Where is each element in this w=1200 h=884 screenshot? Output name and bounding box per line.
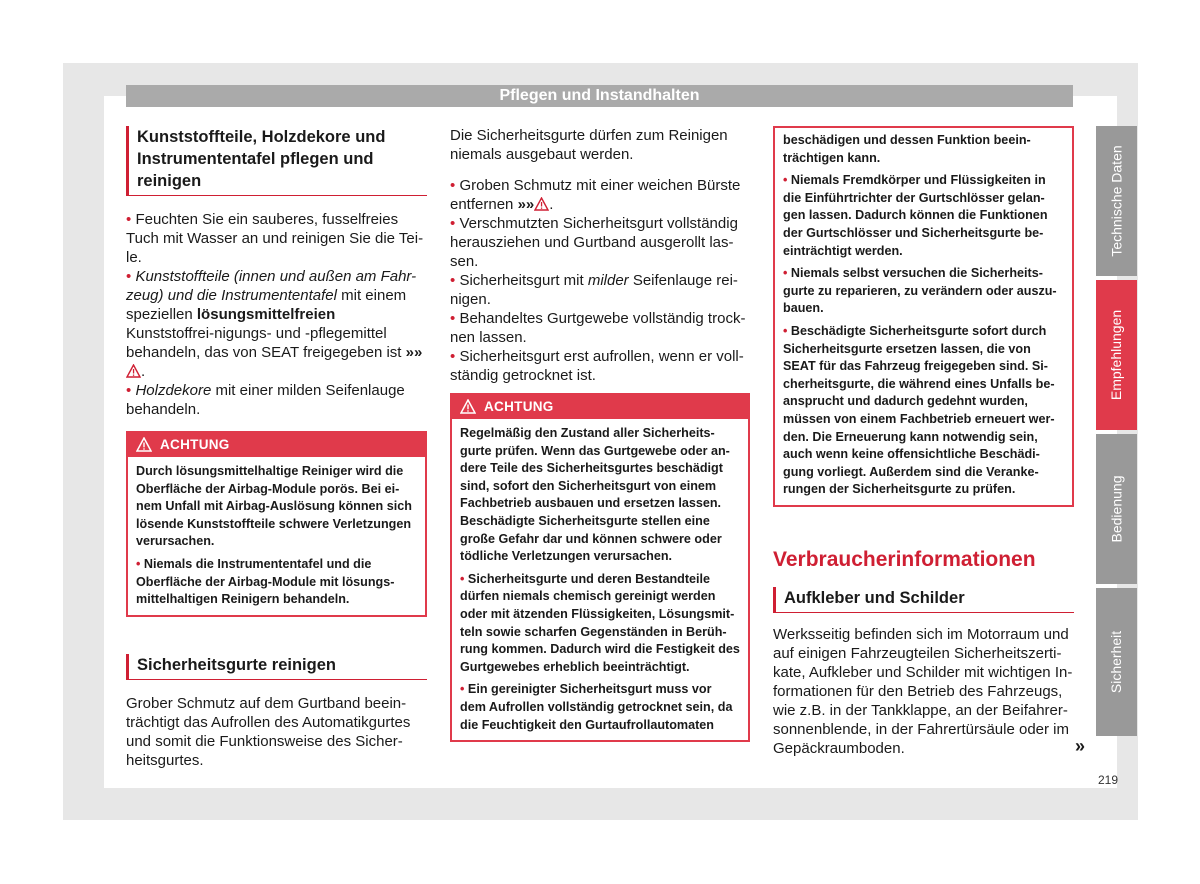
tab-technische-daten[interactable]: Technische Daten: [1096, 126, 1137, 276]
bullet-icon: •: [450, 272, 456, 289]
list-item: • Sicherheitsgurt mit milder Seifenlauge rei-nigen.: [450, 272, 738, 308]
bullet-icon: •: [783, 323, 788, 338]
warning-text: Regelmäßig den Zustand aller Sicherheits-gurte prüfen. Wenn das Gurtgewebe oder an-dere Teile des Sicherheitsgurtes beschädigt sind, sofort den Sicherheitsgurt von einem Fachbetrieb ausbauen und ersetzen lassen. Beschädigte Sicherheitsgurte stellen eine große Gefahr dar und können schwere oder tödliche Verletzungen verursachen.: [460, 426, 730, 564]
bullet-icon: •: [126, 268, 132, 285]
warning-box: [450, 393, 750, 742]
warning-body: [128, 457, 425, 615]
warning-triangle-icon: [460, 399, 476, 414]
list-item: • Behandeltes Gurtgewebe vollständig trock-nen lassen.: [450, 310, 746, 346]
paragraph: Werksseitig befinden sich im Motorraum und auf einigen Fahrzeugteilen Sicherheitszerti-kate, Aufkleber und Schilder mit wichtigen In-formationen für den Betrieb des Fahrzeugs, wie z.B. in der Tankklappe, an der Beifahrer-sonnenblende, in der Fahrertürsäule oder im Gepäckraumboden.: [773, 625, 1073, 757]
bullet-icon: •: [783, 173, 788, 188]
warning-triangle-icon: [126, 364, 141, 378]
paragraph: Grober Schmutz auf dem Gurtband beein-trächtigt das Aufrollen des Automatikgurtes und somit die Funktionsweise des Sicher-heitsgurtes.: [126, 694, 411, 769]
bullet-icon: •: [450, 348, 456, 365]
crossref-arrow-icon: »»: [517, 196, 535, 213]
section-title-plastics: Kunststoffteile, Holzdekore und Instrumententafel pflegen und reinigen: [126, 126, 427, 196]
bullet-icon: •: [126, 211, 132, 228]
list-item: • Groben Schmutz mit einer weichen Bürste entfernen »» .: [450, 177, 741, 213]
bullet-icon: •: [126, 382, 132, 399]
list-item: • Kunststoffteile (innen und außen am Fahr-zeug) und die Instrumententafel mit einem speziellen lösungsmittelfreien Kunststoffrei-nigungs- und -pflegemittel behandeln, das von SEAT freigegeben ist »».: [126, 268, 423, 380]
warning-body: [452, 419, 748, 740]
bullet-icon: •: [450, 177, 456, 194]
list-item: • Sicherheitsgurt erst aufrollen, wenn er voll-ständig getrocknet ist.: [450, 348, 744, 384]
bullet-icon: •: [783, 266, 788, 281]
warning-header: ACHTUNG: [128, 433, 425, 457]
warning-text: • Niemals selbst versuchen die Sicherheits-gurte zu reparieren, zu verändern oder auszu-bauen.: [783, 266, 1057, 316]
column-3: [773, 126, 1074, 758]
warning-triangle-icon: [534, 197, 549, 211]
tab-empfehlungen[interactable]: Empfehlungen: [1096, 280, 1137, 430]
section-title-stickers: Aufkleber und Schilder: [773, 587, 1074, 613]
warning-text: Durch lösungsmittelhaltige Reiniger wird die Oberfläche der Airbag-Module porös. Bei ei-nem Unfall mit Airbag-Auslösung können sich lösende Kunststoffteile schwere Verletzungen verursachen.: [136, 464, 412, 549]
warning-text: • Beschädigte Sicherheitsgurte sofort durch Sicherheitsgurte ersetzen lassen, die von SEAT für das Fahrzeug freigegeben sind. Si-cherheitsgurte, die während eines Unfalls be-ansprucht und dadurch gedehnt wurden, müssen von einem Fachbetrieb erneuert wer-den. Die Erneuerung kann notwendig sein, auch wenn keine offensichtliche Beschädi-gung vorliegt. Außerdem sind die Veranke-rungen der Sicherheitsgurte zu prüfen.: [783, 323, 1055, 497]
warning-body: [775, 128, 1072, 505]
column-2: [450, 126, 750, 742]
chapter-title: Verbraucherinformationen: [773, 547, 1036, 571]
warning-header: ACHTUNG: [452, 395, 748, 419]
warning-triangle-icon: [136, 437, 152, 452]
warning-text: • Niemals Fremdkörper und Flüssigkeiten in die Einführtrichter der Gurtschlösser gelan-gen lassen. Dadurch können die Funktionen der Gurtschlösser und Sicherheitsgurte be-einträchtigt werden.: [783, 173, 1048, 258]
list-item: • Holzdekore mit einer milden Seifenlauge behandeln.: [126, 382, 405, 418]
continue-arrow-icon: »: [1075, 736, 1086, 756]
bullet-icon: •: [450, 310, 456, 327]
paragraph: Die Sicherheitsgurte dürfen zum Reinigen niemals ausgebaut werden.: [450, 127, 728, 163]
section-title-seatbelts: Sicherheitsgurte reinigen: [126, 654, 427, 680]
bullet-icon: •: [136, 556, 141, 571]
crossref-arrow-icon: »»: [405, 344, 423, 361]
warning-text: • Ein gereinigter Sicherheitsgurt muss vor dem Aufrollen vollständig getrocknet sein, da die Feuchtigkeit den Gurtaufrollautomaten: [460, 682, 733, 732]
list-item: • Feuchten Sie ein sauberes, fusselfreies Tuch mit Wasser an und reinigen Sie die Tei-le.: [126, 211, 424, 266]
bullet-icon: •: [460, 682, 465, 697]
warning-box-continued: [773, 126, 1074, 507]
page-number: 219: [1098, 773, 1119, 787]
column-1: [126, 126, 427, 770]
tab-sicherheit[interactable]: Sicherheit: [1096, 588, 1137, 736]
list-item: • Verschmutzten Sicherheitsgurt vollständig herausziehen und Gurtband ausgerollt las-sen.: [450, 215, 738, 270]
warning-text: • Sicherheitsgurte und deren Bestandteile dürfen niemals chemisch gereinigt werden oder mit ätzenden Flüssigkeiten, Lösungsmit-teln sowie scharfen Gegenständen in Berüh-rung kommen. Dadurch wird die Festigkeit des Gurtgewebes erheblich beeinträchtigt.: [460, 571, 740, 674]
warning-box: [126, 431, 427, 617]
warning-text: beschädigen und dessen Funktion beein-trächtigen kann.: [783, 133, 1031, 165]
page-header: Pflegen und Instandhalten: [126, 85, 1073, 107]
bullet-icon: •: [460, 571, 465, 586]
warning-text: • Niemals die Instrumententafel und die Oberfläche der Airbag-Module mit lösungs-mittelhaltigen Reinigern behandeln.: [136, 556, 395, 607]
bullet-icon: •: [450, 215, 456, 232]
tab-bedienung[interactable]: Bedienung: [1096, 434, 1137, 584]
